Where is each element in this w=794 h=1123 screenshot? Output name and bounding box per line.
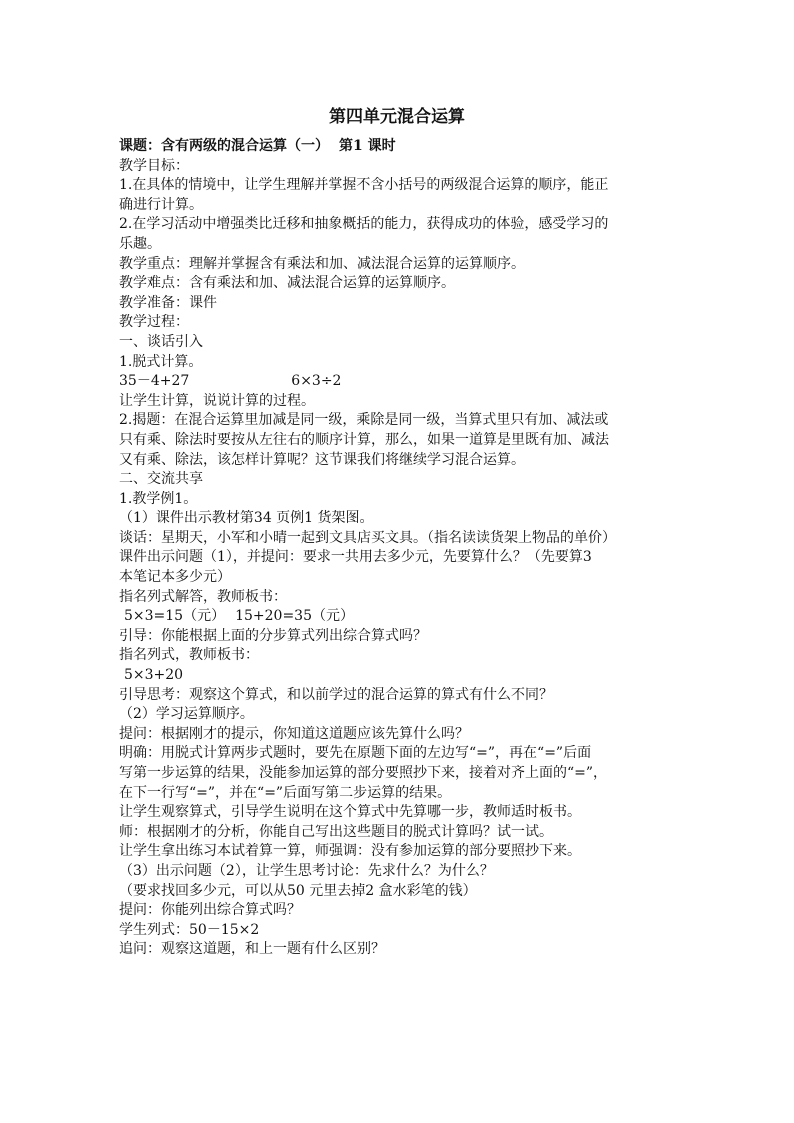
text-line: 教学难点：含有乘法和加、减法混合运算的运算顺序。 [119,275,455,292]
text-line: 一、谈话引入 [119,333,203,350]
text-line: 提问：根据刚才的提示，你知道这道题应该先算什么吗？ [119,725,469,742]
text-line: 本笔记本多少元） [119,569,231,586]
text-line: 追问：观察这道题，和上一题有什么区别？ [119,941,385,958]
document-body [119,137,679,960]
text-line: 教学准备：课件 [119,294,217,311]
text-line: 确进行计算。 [119,196,203,213]
text-line: 乐趣。 [119,235,161,252]
text-line: （3）出示问题（2），让学生思考讨论：先求什么？为什么？ [119,862,494,879]
text-line: 引导：你能根据上面的分步算式列出综合算式吗？ [119,627,427,644]
lines-block-1 [119,157,679,373]
exercise-a: 35－4+27 [119,373,190,390]
text-line: 指名列式解答，教师板书： [119,588,287,605]
text-line: （2）学习运算顺序。 [119,706,254,723]
text-line: 2.在学习活动中增强类比迁移和抽象概括的能力，获得成功的体验，感受学习的 [119,216,609,233]
text-line: （1）课件出示教材第34 页例1 货架图。 [119,510,374,527]
text-line: 明确：用脱式计算两步式题时，要先在原题下面的左边写“=”，再在“=”后面 [119,745,592,762]
text-line: 指名列式，教师板书： [119,647,259,664]
text-line: 学生列式：50－15×2 [119,921,260,938]
text-line: 2.揭题：在混合运算里加减是同一级，乘除是同一级，当算式里只有加、减法或 [119,412,609,429]
text-line: 1.教学例1。 [119,490,198,507]
step-equations [119,607,679,627]
text-line: 1.在具体的情境中，让学生理解并掌握不含小括号的两级混合运算的顺序，能正 [119,177,609,194]
combined-expression: 5×3+20 [124,667,184,684]
lines-block-3 [119,627,679,666]
text-line: 教学目标： [119,157,189,174]
text-line: 在下一行写“=”，并在“=”后面写第二步运算的结果。 [119,784,452,801]
lesson-period: 第1 课时 [339,138,396,154]
text-line: 只有乘、除法时要按从左往右的顺序计算，那么，如果一道算是里既有加、减法 [119,431,609,448]
text-line: 让学生计算，说说计算的过程。 [119,392,315,409]
lines-block-2 [119,392,679,608]
text-line: 教学重点：理解并掌握含有乘法和加、减法混合运算的运算顺序。 [119,255,525,272]
text-line: 师：根据刚才的分析，你能自己写出这些题目的脱式计算吗？试一试。 [119,823,553,840]
step-a: 5×3=15（元） [124,608,226,625]
exercise-b: 6×3÷2 [291,373,342,390]
lines-block-4 [119,686,679,960]
text-line: 二、交流共享 [119,471,203,488]
document-title: 第四单元混合运算 [329,107,465,127]
text-line: 课件出示问题（1），并提问：要求一共用去多少元，先要算什么？（先要算3 [119,549,592,566]
text-line: 让学生观察算式，引导学生说明在这个算式中先算哪一步，教师适时板书。 [119,804,581,821]
text-line: （要求找回多少元，可以从50 元里去掉2 盒水彩笔的钱） [119,882,477,899]
text-line: 1.脱式计算。 [119,353,203,370]
text-line: 写第一步运算的结果，没能参加运算的部分要照抄下来，接着对齐上面的“=”， [119,765,608,781]
lesson-title: 课题：含有两级的混合运算（一） [119,138,329,154]
lesson-heading [119,137,679,157]
exercise-line [119,372,679,392]
step-b: 15+20=35（元） [235,608,354,625]
text-line: 提问：你能列出综合算式吗？ [119,902,301,919]
text-line: 谈话：星期天，小军和小晴一起到文具店买文具。（指名读读货架上物品的单价） [119,529,616,546]
text-line: 教学过程： [119,314,189,331]
text-line: 让学生拿出练习本试着算一算，师强调：没有参加运算的部分要照抄下来。 [119,843,581,860]
text-line: 引导思考：观察这个算式，和以前学过的混合运算的算式有什么不同？ [119,686,553,703]
text-line: 又有乘、除法，该怎样计算呢？这节课我们将继续学习混合运算。 [119,451,525,468]
